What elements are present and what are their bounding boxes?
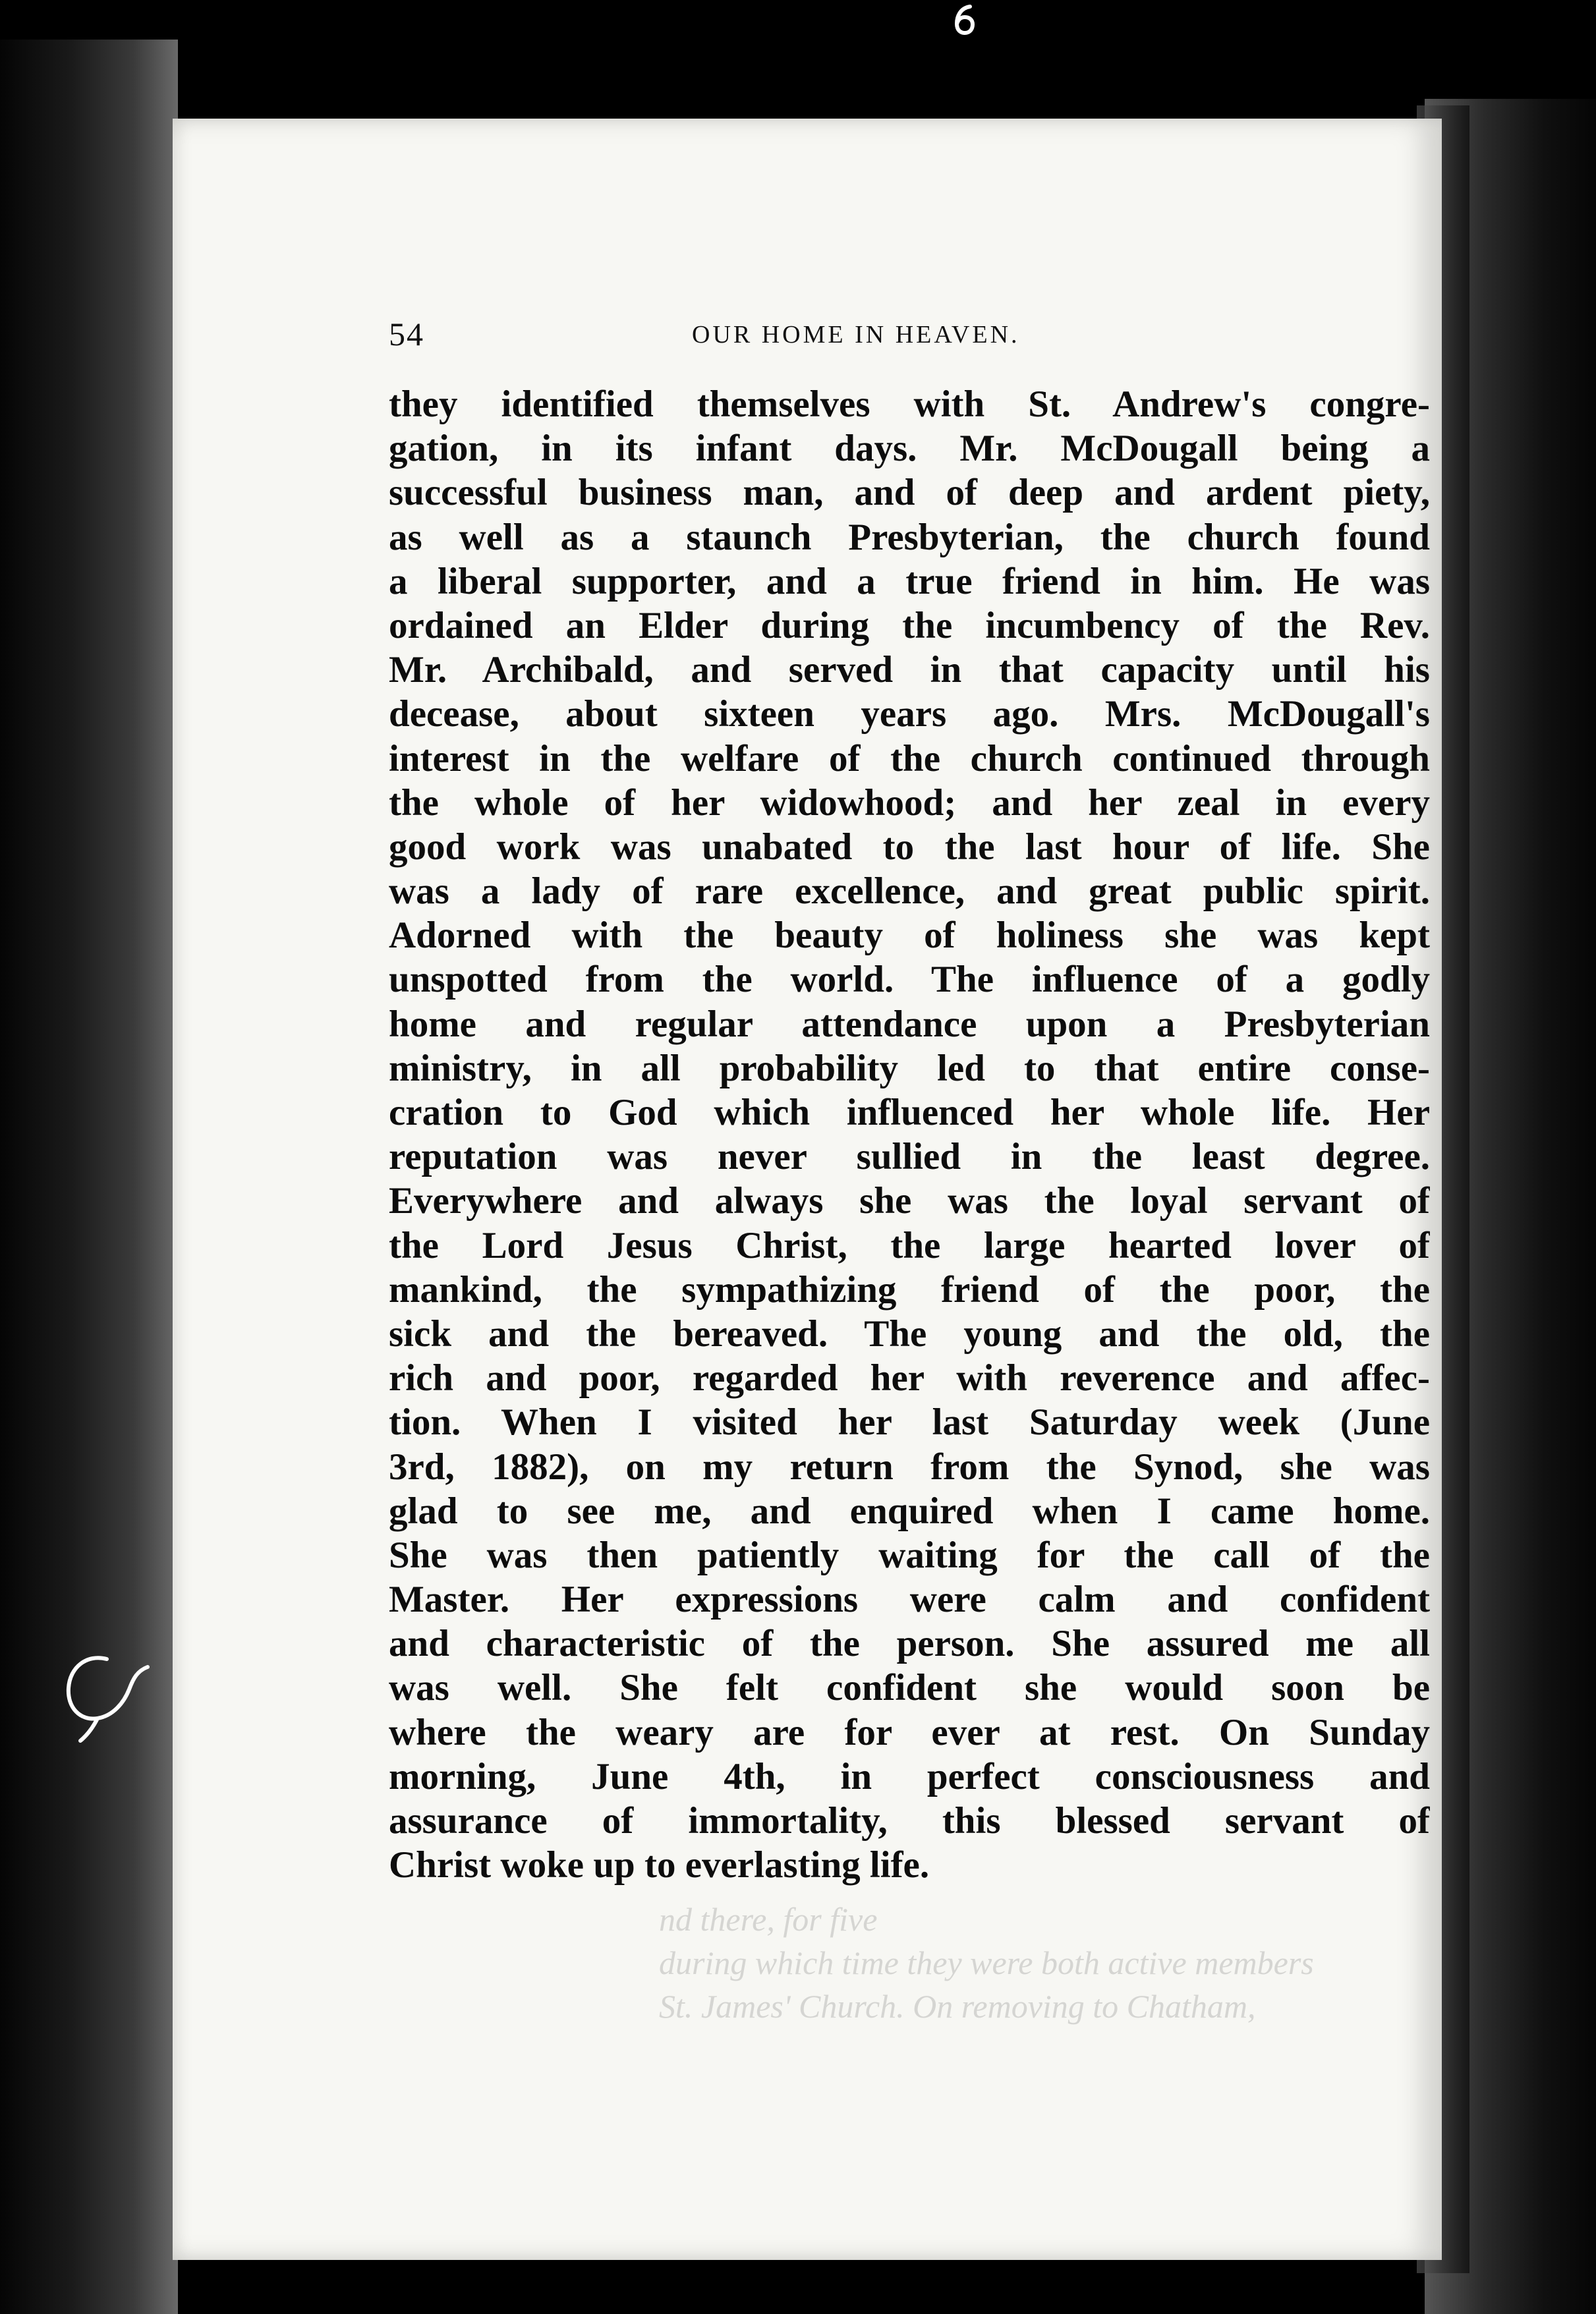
text-line: where the weary are for ever at rest. On Sunday (389, 1711, 1430, 1753)
text-line: the whole of her widowhood; and her zeal in every (389, 781, 1430, 824)
text-line: Master. Her expressions were calm and confident (389, 1579, 1430, 1621)
text-line: sick and the bereaved. The young and the old, the (389, 1312, 1430, 1355)
bleed-through-text (659, 1898, 1450, 2028)
text-line: the Lord Jesus Christ, the large hearted lover of (389, 1224, 1430, 1266)
text-line: ordained an Elder during the incumbency of the Rev. (389, 604, 1430, 646)
text-line: gation, in its infant days. Mr. McDougall being a (389, 428, 1430, 470)
text-line: tion. When I visited her last Saturday week (June (389, 1401, 1430, 1444)
bleed-through-line: St. James' Church. On removing to Chatham, (659, 1988, 1256, 2025)
text-line: Christ woke up to everlasting life. (389, 1844, 930, 1886)
text-line: cration to God which influenced her whole life. Her (389, 1092, 1430, 1133)
running-head (389, 315, 1430, 361)
text-line: assurance of immortality, this blessed servant of (389, 1800, 1430, 1842)
text-line: ministry, in all probability led to that entire conse- (389, 1047, 1430, 1089)
running-head-title: OUR HOME IN HEAVEN. (692, 321, 1020, 349)
top-scan-mark (952, 3, 978, 36)
text-line: and characteristic of the person. She assured me all (389, 1623, 1430, 1665)
text-line: Mr. Archibald, and served in that capacity until his (389, 649, 1430, 691)
text-line: was a lady of rare excellence, and great public spirit. (389, 870, 1430, 913)
handwritten-margin-mark (61, 1647, 159, 1753)
body-text (389, 382, 1430, 1887)
text-line: 3rd, 1882), on my return from the Synod, she was (389, 1446, 1430, 1488)
text-line: reputation was never sullied in the least degree. (389, 1136, 1430, 1178)
text-line: morning, June 4th, in perfect consciousness and (389, 1755, 1430, 1797)
text-line: decease, about sixteen years ago. Mrs. McDougall's (389, 693, 1430, 735)
bleed-through-line: during which time they were both active members (659, 1944, 1314, 1981)
text-line: was well. She felt confident she would soon be (389, 1667, 1430, 1709)
text-line: a liberal supporter, and a true friend in him. He was (389, 560, 1430, 602)
bleed-through-line: nd there, for five (659, 1901, 878, 1938)
text-line: mankind, the sympathizing friend of the poor, the (389, 1268, 1430, 1311)
text-line: as well as a staunch Presbyterian, the church found (389, 516, 1430, 558)
text-line: successful business man, and of deep and ardent piety, (389, 472, 1430, 514)
text-line: She was then patiently waiting for the call of the (389, 1534, 1430, 1576)
page-number: 54 (389, 316, 424, 353)
text-line: interest in the welfare of the church continued through (389, 737, 1430, 779)
text-line: glad to see me, and enquired when I came home. (389, 1490, 1430, 1532)
text-line: they identified themselves with St. Andrew's congre- (389, 383, 1430, 425)
text-line: good work was unabated to the last hour of life. She (389, 826, 1430, 868)
text-line: Everywhere and always she was the loyal servant of (389, 1180, 1430, 1222)
text-line: Adorned with the beauty of holiness she was kept (389, 915, 1430, 957)
book-edge-left (0, 40, 178, 2314)
text-line: unspotted from the world. The influence of a godly (389, 959, 1430, 1001)
text-line: home and regular attendance upon a Presbyterian (389, 1003, 1430, 1045)
text-line: rich and poor, regarded her with reverence and affec- (389, 1357, 1430, 1399)
